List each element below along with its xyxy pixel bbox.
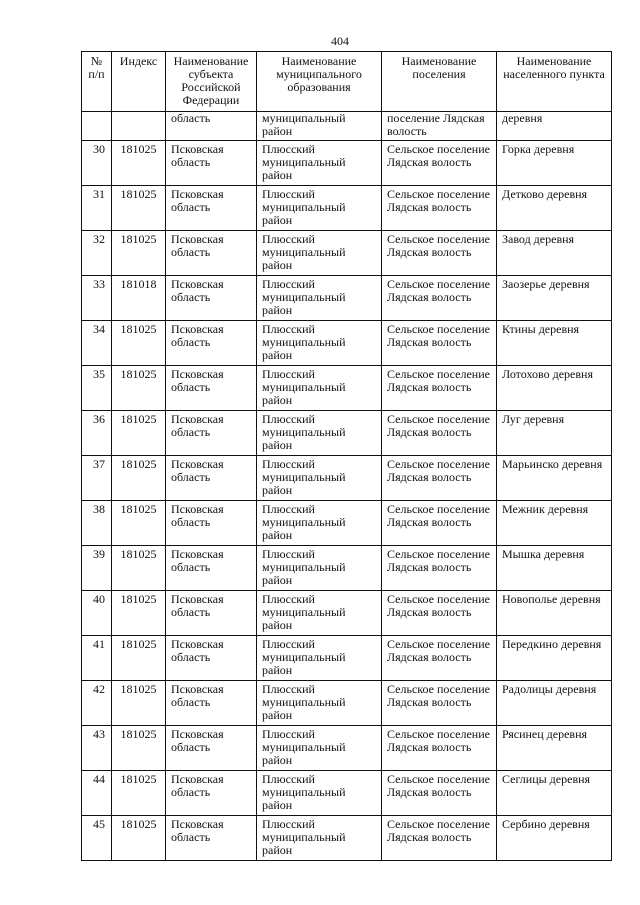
cell-index: 181025 [112, 681, 166, 726]
table-row [82, 411, 612, 456]
cell-subject: Псковская область [166, 726, 257, 771]
cell-settlement: Сельское поселение Лядская волость [382, 681, 497, 726]
cell-municipality: Плюсский муниципальный район [257, 186, 382, 231]
cell-municipality: Плюсский муниципальный район [257, 501, 382, 546]
cell-subject: область [166, 112, 257, 141]
cell-number: 34 [82, 321, 112, 366]
cell-index: 181025 [112, 231, 166, 276]
cell-locality: Радолицы деревня [497, 681, 612, 726]
cell-subject: Псковская область [166, 456, 257, 501]
cell-index: 181025 [112, 366, 166, 411]
header-number: № п/п [82, 52, 112, 112]
table-row [82, 276, 612, 321]
table-row [82, 816, 612, 861]
cell-number: 40 [82, 591, 112, 636]
cell-subject: Псковская область [166, 636, 257, 681]
cell-locality: Марьинско деревня [497, 456, 612, 501]
header-index: Индекс [112, 52, 166, 112]
cell-locality: Передкино деревня [497, 636, 612, 681]
table-header [82, 52, 612, 112]
table-row [82, 636, 612, 681]
cell-locality: Сербино деревня [497, 816, 612, 861]
continuation-row [82, 112, 612, 141]
cell-subject: Псковская область [166, 546, 257, 591]
cell-municipality: Плюсский муниципальный район [257, 231, 382, 276]
cell-locality: Завод деревня [497, 231, 612, 276]
cell-locality: Мышка деревня [497, 546, 612, 591]
cell-subject: Псковская область [166, 411, 257, 456]
cell-settlement: Сельское поселение Лядская волость [382, 141, 497, 186]
cell-index: 181025 [112, 771, 166, 816]
cell-locality: Горка деревня [497, 141, 612, 186]
cell-index: 181025 [112, 141, 166, 186]
table-body [82, 112, 612, 861]
cell-municipality: Плюсский муниципальный район [257, 366, 382, 411]
cell-number: 36 [82, 411, 112, 456]
cell-municipality: Плюсский муниципальный район [257, 321, 382, 366]
cell-number: 44 [82, 771, 112, 816]
cell-locality: Детково деревня [497, 186, 612, 231]
header-locality: Наименование населенного пункта [497, 52, 612, 112]
cell-index: 181025 [112, 186, 166, 231]
cell-municipality: Плюсский муниципальный район [257, 636, 382, 681]
cell-subject: Псковская область [166, 816, 257, 861]
cell-municipality: Плюсский муниципальный район [257, 681, 382, 726]
cell-settlement: Сельское поселение Лядская волость [382, 366, 497, 411]
cell-settlement: поселение Лядская волость [382, 112, 497, 141]
cell-municipality: муниципальный район [257, 112, 382, 141]
table-row [82, 321, 612, 366]
cell-settlement: Сельское поселение Лядская волость [382, 456, 497, 501]
cell-settlement: Сельское поселение Лядская волость [382, 546, 497, 591]
cell-settlement: Сельское поселение Лядская волость [382, 726, 497, 771]
cell-municipality: Плюсский муниципальный район [257, 591, 382, 636]
page-number: 404 [331, 34, 349, 48]
cell-index: 181025 [112, 411, 166, 456]
cell-subject: Псковская область [166, 321, 257, 366]
cell-number: 41 [82, 636, 112, 681]
cell-index: 181025 [112, 456, 166, 501]
table-row [82, 726, 612, 771]
cell-settlement: Сельское поселение Лядская волость [382, 411, 497, 456]
cell-settlement: Сельское поселение Лядская волость [382, 501, 497, 546]
cell-municipality: Плюсский муниципальный район [257, 276, 382, 321]
cell-number: 43 [82, 726, 112, 771]
cell-index: 181025 [112, 636, 166, 681]
settlements-table [81, 51, 612, 861]
cell-subject: Псковская область [166, 501, 257, 546]
table-row [82, 546, 612, 591]
table-row [82, 591, 612, 636]
cell-municipality: Плюсский муниципальный район [257, 771, 382, 816]
cell-number: 42 [82, 681, 112, 726]
cell-municipality: Плюсский муниципальный район [257, 456, 382, 501]
cell-municipality: Плюсский муниципальный район [257, 816, 382, 861]
cell-municipality: Плюсский муниципальный район [257, 726, 382, 771]
cell-number: 38 [82, 501, 112, 546]
table-row [82, 501, 612, 546]
cell-number: 30 [82, 141, 112, 186]
cell-locality: Заозерье деревня [497, 276, 612, 321]
cell-number: 45 [82, 816, 112, 861]
cell-subject: Псковская область [166, 141, 257, 186]
cell-settlement: Сельское поселение Лядская волость [382, 231, 497, 276]
cell-subject: Псковская область [166, 771, 257, 816]
cell-index: 181025 [112, 321, 166, 366]
cell-settlement: Сельское поселение Лядская волость [382, 816, 497, 861]
table-row [82, 141, 612, 186]
cell-subject: Псковская область [166, 276, 257, 321]
cell-municipality: Плюсский муниципальный район [257, 411, 382, 456]
cell-municipality: Плюсский муниципальный район [257, 141, 382, 186]
header-settlement: Наименование поселения [382, 52, 497, 112]
cell-settlement: Сельское поселение Лядская волость [382, 321, 497, 366]
cell-number: 31 [82, 186, 112, 231]
cell-index [112, 112, 166, 141]
cell-settlement: Сельское поселение Лядская волость [382, 186, 497, 231]
cell-number: 35 [82, 366, 112, 411]
cell-locality: Луг деревня [497, 411, 612, 456]
cell-number: 32 [82, 231, 112, 276]
cell-subject: Псковская область [166, 366, 257, 411]
cell-settlement: Сельское поселение Лядская волость [382, 636, 497, 681]
table-row [82, 771, 612, 816]
cell-locality: Лотохово деревня [497, 366, 612, 411]
cell-settlement: Сельское поселение Лядская волость [382, 276, 497, 321]
cell-index: 181018 [112, 276, 166, 321]
cell-settlement: Сельское поселение Лядская волость [382, 771, 497, 816]
cell-municipality: Плюсский муниципальный район [257, 546, 382, 591]
cell-index: 181025 [112, 501, 166, 546]
cell-locality: Сеглицы деревня [497, 771, 612, 816]
cell-settlement: Сельское поселение Лядская волость [382, 591, 497, 636]
cell-subject: Псковская область [166, 681, 257, 726]
header-subject: Наименование субъекта Российской Федерации [166, 52, 257, 112]
cell-locality: Рясинец деревня [497, 726, 612, 771]
cell-number: 37 [82, 456, 112, 501]
header-municipality: Наименование муниципального образования [257, 52, 382, 112]
cell-subject: Псковская область [166, 231, 257, 276]
cell-subject: Псковская область [166, 591, 257, 636]
cell-locality: Новополье деревня [497, 591, 612, 636]
cell-locality: Ктины деревня [497, 321, 612, 366]
cell-index: 181025 [112, 726, 166, 771]
table-row [82, 681, 612, 726]
cell-locality: Межник деревня [497, 501, 612, 546]
cell-locality: деревня [497, 112, 612, 141]
cell-number: 33 [82, 276, 112, 321]
table-row [82, 186, 612, 231]
cell-number: 39 [82, 546, 112, 591]
table-row [82, 231, 612, 276]
table-row [82, 456, 612, 501]
table-row [82, 366, 612, 411]
cell-index: 181025 [112, 816, 166, 861]
cell-number [82, 112, 112, 141]
cell-index: 181025 [112, 591, 166, 636]
cell-subject: Псковская область [166, 186, 257, 231]
header-row [82, 52, 612, 112]
cell-index: 181025 [112, 546, 166, 591]
